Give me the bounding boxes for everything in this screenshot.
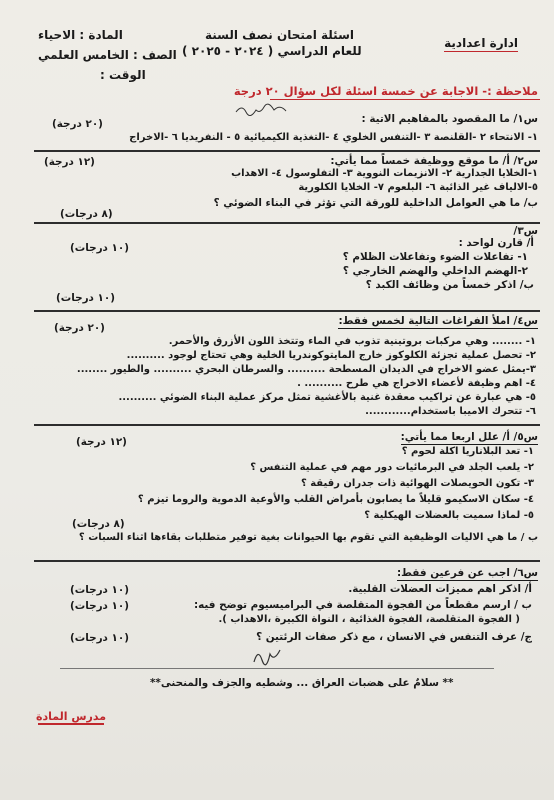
- q3-b: ب/ اذكر خمساً من وظائف الكبد ؟: [365, 279, 534, 291]
- closing-salute: ** سلامٌ على هضبات العراق ... وشطيه والجزف والمنحنى**: [150, 677, 454, 689]
- q5-b: ب / ما هي الاليات الوظيفية التي تقوم بها الحيوانات بغية توفير متطلبات بقاءها اثناء السبات ؟: [78, 532, 538, 543]
- q1-title: س١/ ما المقصود بالمفاهيم الاتية :: [361, 113, 538, 125]
- signature-scribble-icon: [248, 644, 288, 668]
- q5-line2: ٢- يلعب الجلد في البرمائيات دور مهم في عملية التنفس ؟: [250, 462, 534, 473]
- q5-line3: ٣- تكون الحويصلات الهوائية ذات جدران رقيقة ؟: [300, 478, 534, 489]
- divider-q5: [34, 560, 540, 562]
- q1-items: ١- الانتحاء ٢ -القلنصة ٣ -التنفس الخلوي ٤ -التغذية الكيميائية ٥ - النفريديا ٦ -الاخراج: [129, 132, 538, 143]
- q3-a1: ١- تفاعلات الضوء وتفاعلات الظلام ؟: [342, 251, 528, 263]
- divider-q3: [34, 310, 540, 312]
- q4-line3: ٣-يمثل عضو الاخراج في الديدان المسطحة .......... والسرطان البحري .......... والطيور ........: [76, 364, 536, 375]
- teacher-underline: [38, 723, 104, 725]
- q2-title: س٢/ أ/ ما موقع ووظيفة خمساً مما يأتي:: [330, 155, 538, 167]
- divider-q4: [34, 424, 540, 426]
- q6-b: ب / ارسم مقطعاً من الفجوة المتقلصة في البراميسيوم توضح فيه:: [193, 599, 532, 611]
- q5-line1: ١- تعد البلاناريا اكلة لحوم ؟: [401, 446, 534, 457]
- q5-title: س٥/ أ/ علل اربعا مما يأتي:: [400, 431, 538, 443]
- q6-title: س٦/ اجب عن فرعين فقط:: [397, 567, 538, 579]
- q3-a2: ٢-الهضم الداخلي والهضم الخارجي ؟: [342, 265, 528, 277]
- q5-b-points: (٨ درجات): [72, 518, 125, 530]
- q5-line4: ٤- سكان الاسكيمو قليلاً ما يصابون بأمراض القلب والأوعية الدموية والروما تيزم ؟: [137, 494, 534, 505]
- q6-a: أ/ اذكر اهم مميزات العضلات القلبية.: [348, 583, 532, 595]
- divider-q6: [60, 668, 494, 669]
- q2-row2: ٥-الالياف غير الذائبة ٦- البلعوم ٧- الخلايا الكلورية: [298, 182, 538, 193]
- instructions-note: ملاحظة :- الاجابة عن خمسة اسئلة لكل سؤال ٢٠ درجة: [233, 84, 538, 98]
- school-admin: ادارة اعدادية: [444, 36, 518, 50]
- class-label: الصف : الخامس العلمي: [38, 48, 177, 62]
- divider-q1: [34, 150, 540, 152]
- q4-line6: ٦- تتحرك الاميبا باستخدام............: [365, 406, 536, 417]
- q3-a-points: (١٠ درجات): [70, 242, 129, 254]
- q6-b-points: (١٠ درجات): [70, 600, 129, 612]
- exam-title: اسئلة امتحان نصف السنة: [205, 28, 354, 42]
- q1-points: (٢٠ درجة): [52, 118, 103, 130]
- note-underline: [270, 99, 540, 100]
- q5-line5: ٥- لماذا سميت بالعضلات الهيكلية ؟: [364, 510, 534, 521]
- q2-b: ب/ ما هي العوامل الداخلية للورقة التي تؤثر في البناء الضوئي ؟: [213, 197, 538, 209]
- divider-q2: [34, 222, 540, 224]
- q5-points: (١٢ درجة): [76, 436, 127, 448]
- q3-title: س٣/: [513, 225, 538, 237]
- q2-row1: ١-الخلايا الجدارية ٢- الانزيمات النووية ٣- التفلوسول ٤- الاهداب: [231, 168, 538, 179]
- q6-c-points: (١٠ درجات): [70, 632, 129, 644]
- q4-line1: ١- ........ وهي مركبات بروتينية تذوب في الماء وتتخذ اللون الأزرق والأحمر.: [168, 336, 536, 347]
- q2-b-points: (٨ درجات): [60, 208, 113, 220]
- q4-line2: ٢- تحصل عملية تجزئة الكلوكوز خارج المايتوكوندريا الخلية وهي تحتاج لوجود ..........: [126, 350, 536, 361]
- academic-year: للعام الدراسي ( ٢٠٢٤ - ٢٠٢٥ ): [182, 44, 362, 58]
- q3-b-points: (١٠ درجات): [56, 292, 115, 304]
- q6-a-points: (١٠ درجات): [70, 584, 129, 596]
- q6-c: ج/ عرف التنفس في الانسان ، مع ذكر صفات الرئتين ؟: [256, 631, 532, 643]
- q4-points: (٢٠ درجة): [54, 322, 105, 334]
- q2-points: (١٢ درجة): [44, 156, 95, 168]
- q4-line5: ٥- هي عبارة عن تراكيب معقدة غنية بالأغشية تمثل مركز عملية البناء الضوئي ..........: [118, 392, 536, 403]
- time-label: الوقت :: [100, 68, 146, 82]
- signature-scribble-icon: [232, 100, 292, 118]
- subject-label: المادة : الاحياء: [38, 28, 123, 42]
- q6-b-parts: ( الفجوة المتقلصة، الفجوة الغذائية ، النواة الكبيرة ،الاهداب ).: [218, 614, 520, 625]
- q4-line4: ٤- اهم وظيفة لأعضاء الاخراج هي طرح .......... .: [297, 378, 536, 389]
- q3-a: أ/ قارن لواحد :: [458, 237, 534, 249]
- q4-title: س٤/ املأ الفراغات التالية لخمس فقط:: [338, 315, 538, 327]
- teacher-label: مدرس المادة: [36, 710, 107, 723]
